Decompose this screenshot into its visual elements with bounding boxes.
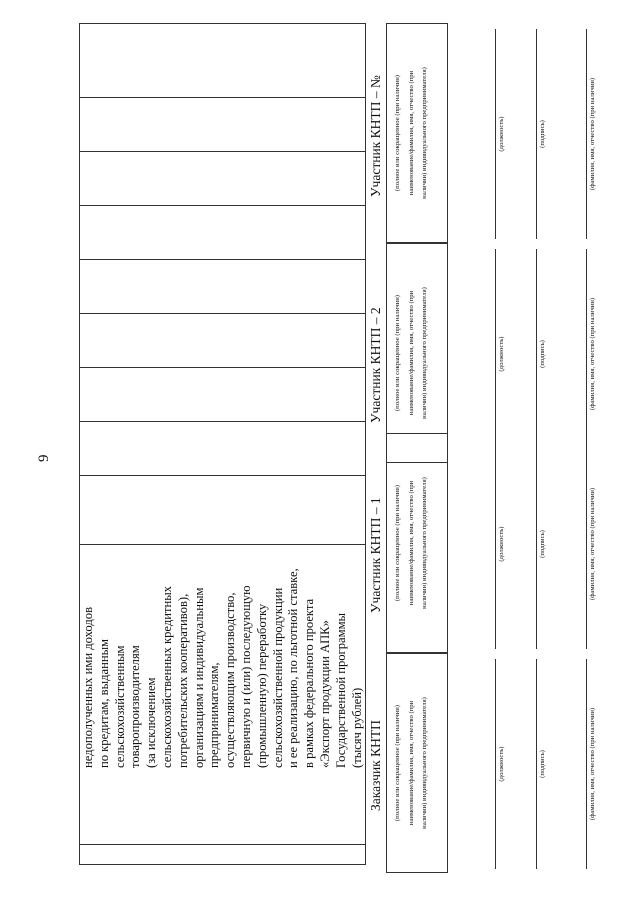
row-label-line: сельскохозяйственным: [112, 645, 127, 768]
row-label-line: организациям и индивидуальным: [191, 587, 206, 768]
signatory-role: Участник КНТП – №: [368, 75, 383, 197]
signatory-role: Заказчик КНТП: [368, 720, 383, 811]
row-label-line: «Экспорт продукции АПК»: [317, 620, 332, 768]
name-caption-line: (полное или сокращенное (при наличии): [394, 704, 401, 822]
signature-caption: (подпись): [539, 340, 546, 368]
table-divider: [80, 151, 365, 152]
name-caption-line: наличии) индивидуального предпринимателя): [421, 287, 428, 419]
name-caption-line: наименование/фамилия, имя, отчество (при: [407, 290, 415, 416]
signature-line: [536, 439, 537, 649]
row-label-line: потребительских кооперативов),: [175, 593, 190, 768]
name-caption-line: (полное или сокращенное (при наличии): [394, 74, 401, 192]
table-divider: [80, 421, 365, 422]
signatory-role: Участник КНТП – 2: [368, 307, 383, 423]
name-caption-line: наличии) индивидуального предпринимателя): [421, 697, 428, 829]
signature-caption: (подпись): [539, 750, 546, 778]
row-label-line: недополученных ими доходов: [81, 606, 95, 768]
position-caption: (должность): [498, 336, 505, 372]
signature-line: [536, 659, 537, 869]
table-divider: [80, 97, 365, 98]
position-line: [495, 29, 496, 239]
name-caption-line: (полное или сокращенное (при наличии): [394, 294, 401, 412]
signature-caption: (подпись): [539, 530, 546, 558]
row-label-line: предпринимателям,: [207, 662, 222, 768]
fio-caption: (фамилия, имя, отчество (при наличии): [589, 707, 596, 821]
organization-name-box: [386, 433, 448, 653]
row-label-line: товаропроизводителям: [128, 645, 143, 768]
row-label-line: осуществляющим производство,: [223, 592, 238, 768]
name-caption-line: наименование/фамилия, имя, отчество (при: [407, 700, 415, 826]
name-caption-line: наличии) индивидуального предпринимателя): [421, 477, 428, 609]
fio-caption: (фамилия, имя, отчество (при наличии): [589, 297, 596, 411]
table-divider: [80, 475, 365, 476]
fio-line: [586, 249, 587, 459]
row-label-line: и ее реализацию, по льготной ставке,: [286, 568, 301, 768]
signature-line: [536, 249, 537, 459]
position-caption: (должность): [498, 526, 505, 562]
table-index-column: [80, 844, 365, 864]
position-line: [495, 659, 496, 869]
row-label-line: сельскохозяйственной продукции: [270, 587, 285, 768]
position-line: [495, 249, 496, 459]
organization-name-box: [386, 23, 448, 243]
page-number: 9: [36, 454, 52, 462]
position-caption: (должность): [498, 116, 505, 152]
table-label-column: [80, 544, 365, 844]
table-divider: [80, 259, 365, 260]
signature-line: [536, 29, 537, 239]
name-caption-line: наличии) индивидуального предпринимателя): [421, 67, 428, 199]
fio-line: [586, 659, 587, 869]
signatory-role: Участник КНТП – 1: [368, 497, 383, 613]
signature-caption: (подпись): [539, 120, 546, 148]
data-table: [79, 23, 366, 865]
row-label-line: первичную и (или) последующую: [238, 585, 253, 768]
organization-name-box: [386, 243, 448, 463]
name-caption-line: наименование/фамилия, имя, отчество (при: [407, 70, 415, 196]
name-caption-line: наименование/фамилия, имя, отчество (при: [407, 480, 415, 606]
fio-caption: (фамилия, имя, отчество (при наличии): [589, 77, 596, 191]
fio-caption: (фамилия, имя, отчество (при наличии): [589, 487, 596, 601]
position-caption: (должность): [498, 746, 505, 782]
row-label: [81, 538, 365, 768]
row-label-line: Государственной программы: [333, 612, 348, 768]
row-label-line: в рамках федерального проекта: [302, 598, 317, 768]
row-label-line: (за исключением: [144, 677, 159, 768]
row-label-line: (промышленную) переработку: [254, 603, 269, 768]
name-caption-line: (полное или сокращенное (при наличии): [394, 484, 401, 602]
row-label-line: (тысяч рублей): [349, 687, 364, 768]
table-divider: [80, 367, 365, 368]
row-label-line: по кредитам, выданным: [96, 639, 111, 768]
position-line: [495, 439, 496, 649]
fio-line: [586, 29, 587, 239]
table-divider: [80, 205, 365, 206]
organization-name-box: [386, 653, 448, 873]
row-label-line: сельскохозяйственных кредитных: [159, 586, 174, 768]
table-divider: [80, 313, 365, 314]
fio-line: [586, 439, 587, 649]
